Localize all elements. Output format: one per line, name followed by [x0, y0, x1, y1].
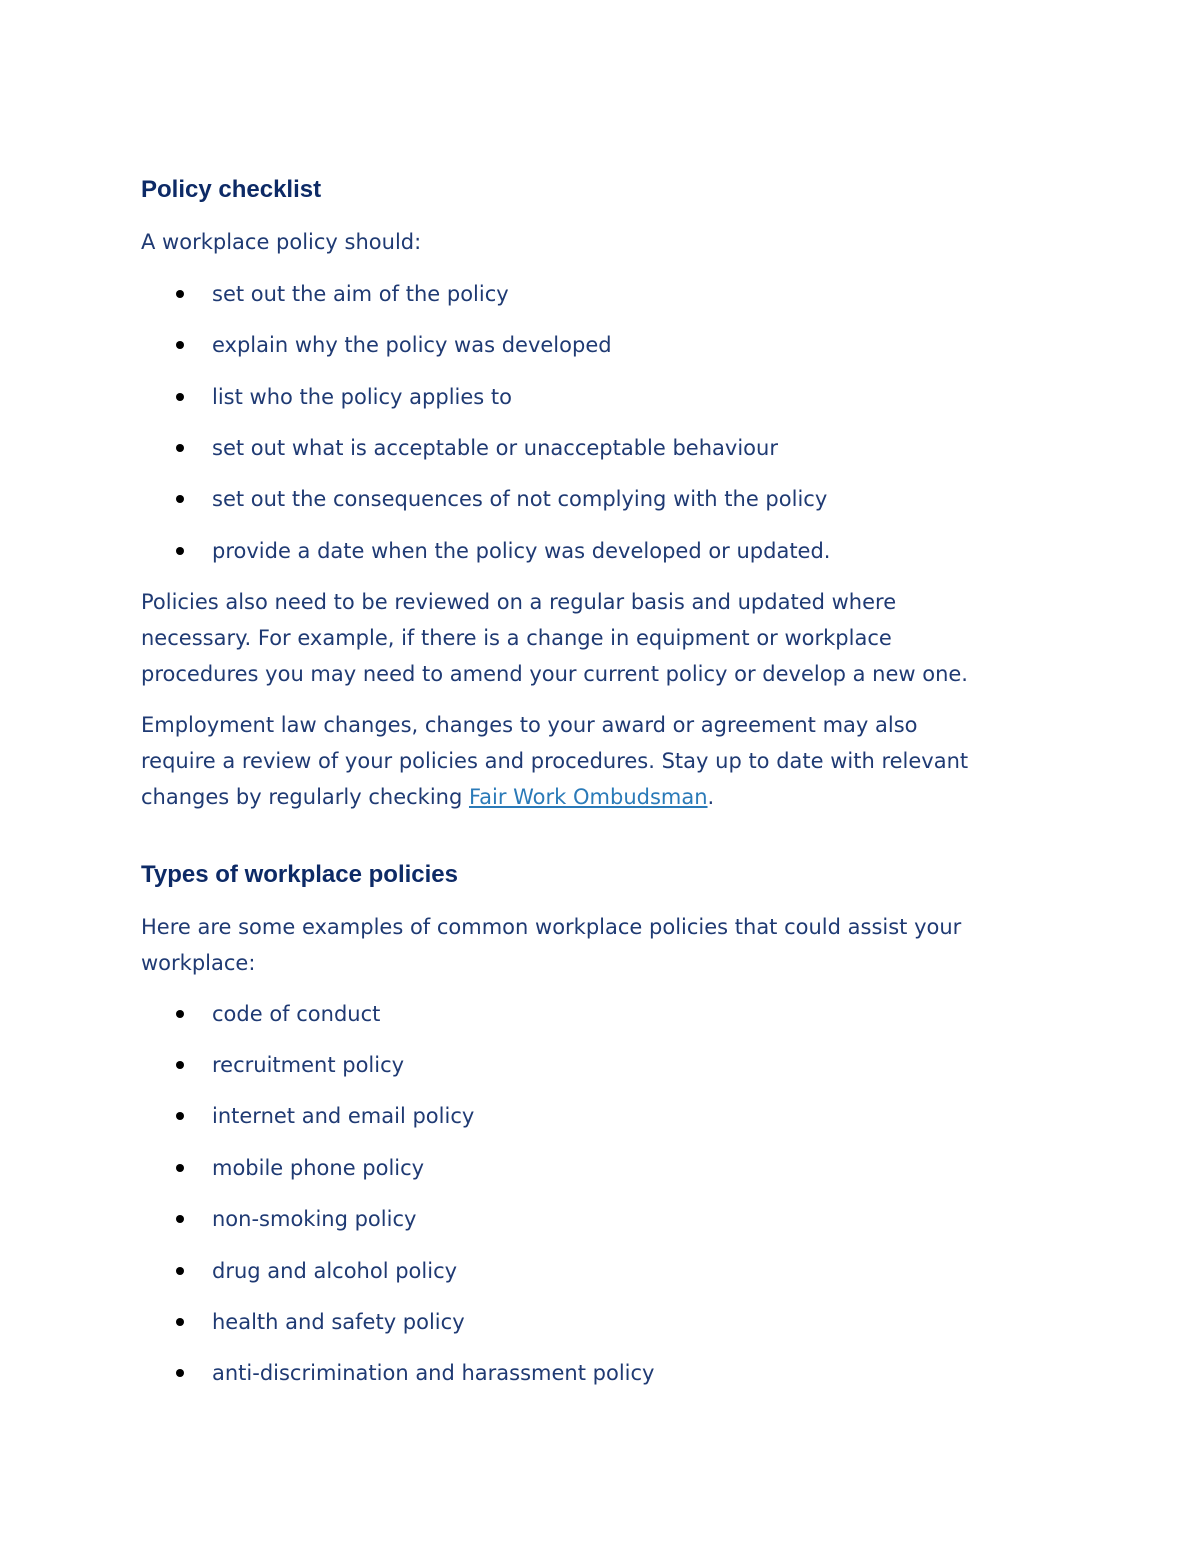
paragraph-line: Employment law changes, changes to your award or agreement may also — [141, 713, 918, 737]
list-item-text: set out what is acceptable or unacceptable behaviour — [212, 436, 778, 460]
bullet-icon — [176, 1164, 184, 1172]
bullet-icon — [176, 1369, 184, 1377]
paragraph-text: . — [707, 785, 715, 809]
paragraph-line: procedures you may need to amend your current policy or develop a new one. — [141, 662, 968, 686]
intro-line: A workplace policy should: — [141, 230, 422, 254]
list-item-text: explain why the policy was developed — [212, 333, 612, 357]
list-item — [141, 1253, 1041, 1289]
bullet-icon — [176, 1061, 184, 1069]
paragraph-line: necessary. For example, if there is a change in equipment or workplace — [141, 626, 892, 650]
bullet-icon — [176, 444, 184, 452]
list-item — [141, 481, 1041, 517]
bullet-icon — [176, 547, 184, 555]
examples-intro-paragraph — [141, 909, 1041, 981]
list-item-text: code of conduct — [212, 1002, 381, 1026]
bullet-icon — [176, 1267, 184, 1275]
list-item — [141, 430, 1041, 466]
paragraph-line — [141, 779, 1041, 815]
section-heading-policy-checklist: Policy checklist — [141, 176, 322, 203]
bullet-icon — [176, 1112, 184, 1120]
list-item-text: provide a date when the policy was developed or updated. — [212, 539, 831, 563]
list-item — [141, 1098, 1041, 1134]
list-item-text: drug and alcohol policy — [212, 1259, 458, 1283]
bullet-icon — [176, 341, 184, 349]
list-item-text: anti-discrimination and harassment policy — [212, 1361, 655, 1385]
list-item — [141, 1201, 1041, 1237]
paragraph-text: changes by regularly checking — [141, 785, 469, 809]
list-item-text: non-smoking policy — [212, 1207, 417, 1231]
bullet-icon — [176, 290, 184, 298]
paragraph-line: Here are some examples of common workplace policies that could assist your — [141, 915, 962, 939]
list-item — [141, 1150, 1041, 1186]
bullet-icon — [176, 1318, 184, 1326]
list-item-text: list who the policy applies to — [212, 385, 512, 409]
list-item-text: internet and email policy — [212, 1104, 475, 1128]
bullet-icon — [176, 1010, 184, 1018]
list-item — [141, 1047, 1041, 1083]
fair-work-ombudsman-link[interactable]: Fair Work Ombudsman — [468, 785, 708, 809]
list-item — [141, 379, 1041, 415]
bullet-icon — [176, 1215, 184, 1223]
list-item — [141, 1304, 1041, 1340]
paragraph-line: workplace: — [141, 951, 256, 975]
list-item — [141, 1355, 1041, 1391]
paragraph-line: require a review of your policies and procedures. Stay up to date with relevant — [141, 749, 969, 773]
bullet-icon — [176, 495, 184, 503]
list-item-text: set out the aim of the policy — [212, 282, 509, 306]
list-item — [141, 327, 1041, 363]
review-paragraph — [141, 584, 1041, 692]
list-item — [141, 996, 1041, 1032]
section-heading-types-of-workplace-policies: Types of workplace policies — [141, 861, 458, 888]
employment-law-paragraph — [141, 707, 1041, 815]
intro-text — [141, 224, 1041, 260]
bullet-icon — [176, 393, 184, 401]
paragraph-line: Policies also need to be reviewed on a regular basis and updated where — [141, 590, 897, 614]
list-item-text: health and safety policy — [212, 1310, 465, 1334]
list-item-text: recruitment policy — [212, 1053, 405, 1077]
list-item-text: mobile phone policy — [212, 1156, 425, 1180]
list-item — [141, 533, 1041, 569]
list-item-text: set out the consequences of not complying with the policy — [212, 487, 828, 511]
list-item — [141, 276, 1041, 312]
